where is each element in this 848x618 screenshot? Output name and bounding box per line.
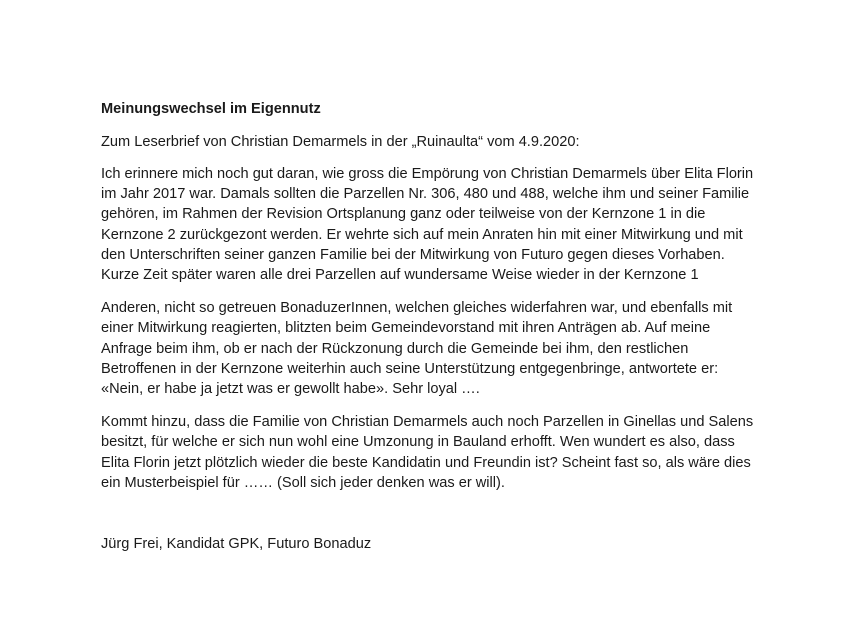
- letter-title: Meinungswechsel im Eigennutz: [101, 101, 321, 117]
- paragraph-line: Betroffenen in der Kernzone weiterhin auch seine Unterstützung entgegenbringe, antwortete er:: [101, 360, 719, 377]
- paragraph-line: im Jahr 2017 war. Damals sollten die Parzellen Nr. 306, 480 und 488, welche ihm und seiner Familie: [101, 186, 750, 203]
- paragraph-3: [101, 412, 821, 493]
- paragraph-line: Anderen, nicht so getreuen BonaduzerInnen, welchen gleiches widerfahren war, und ebenfalls mit: [101, 300, 733, 317]
- paragraph-line: Kurze Zeit später waren alle drei Parzellen auf wundersame Weise wieder in der Kernzone 1: [101, 267, 699, 284]
- paragraph-line: ein Musterbeispiel für …… (Soll sich jeder denken was er will).: [101, 474, 505, 491]
- paragraph-2: [101, 298, 821, 399]
- letter-signature: Jürg Frei, Kandidat GPK, Futuro Bonaduz: [101, 536, 372, 553]
- paragraph-line: einer Mitwirkung reagierten, blitzten beim Gemeindevorstand mit ihren Anträgen ab. Auf meine: [101, 320, 711, 337]
- paragraph-1: [101, 164, 821, 285]
- paragraph-line: Ich erinnere mich noch gut daran, wie gross die Empörung von Christian Demarmels über Elita Florin: [101, 166, 754, 182]
- paragraph-line: Elita Florin jetzt plötzlich wieder die beste Kandidatin und Freundin ist? Scheint fast so, als wäre dies: [101, 454, 751, 471]
- paragraph-line: «Nein, er habe ja jetzt was er gewollt habe». Sehr loyal ….: [101, 381, 480, 398]
- paragraph-line: Kernzone 2 zurückgezont werden. Er wehrte sich auf mein Anraten hin mit einer Mitwirkung und mit: [101, 226, 743, 243]
- paragraph-line: Kommt hinzu, dass die Familie von Christian Demarmels auch noch Parzellen in Ginellas und Salens: [101, 414, 754, 431]
- letter-document: [101, 99, 821, 554]
- paragraph-line: gehören, im Rahmen der Revision Ortsplanung ganz oder teilweise von der Kernzone 1 in die: [101, 206, 706, 223]
- paragraph-line: den Unterschriften seiner ganzen Familie bei der Mitwirkung von Futuro gegen dieses Vorhaben.: [101, 246, 725, 263]
- letter-reference: Zum Leserbrief von Christian Demarmels in der „Ruinaulta“ vom 4.9.2020:: [101, 134, 580, 150]
- paragraph-line: Anfrage beim ihm, ob er nach der Rückzonung durch die Gemeinde bei ihm, den restlichen: [101, 340, 689, 357]
- paragraph-line: besitzt, für welche er sich nun wohl eine Umzonung in Bauland erhofft. Wen wundert es also, dass: [101, 434, 735, 451]
